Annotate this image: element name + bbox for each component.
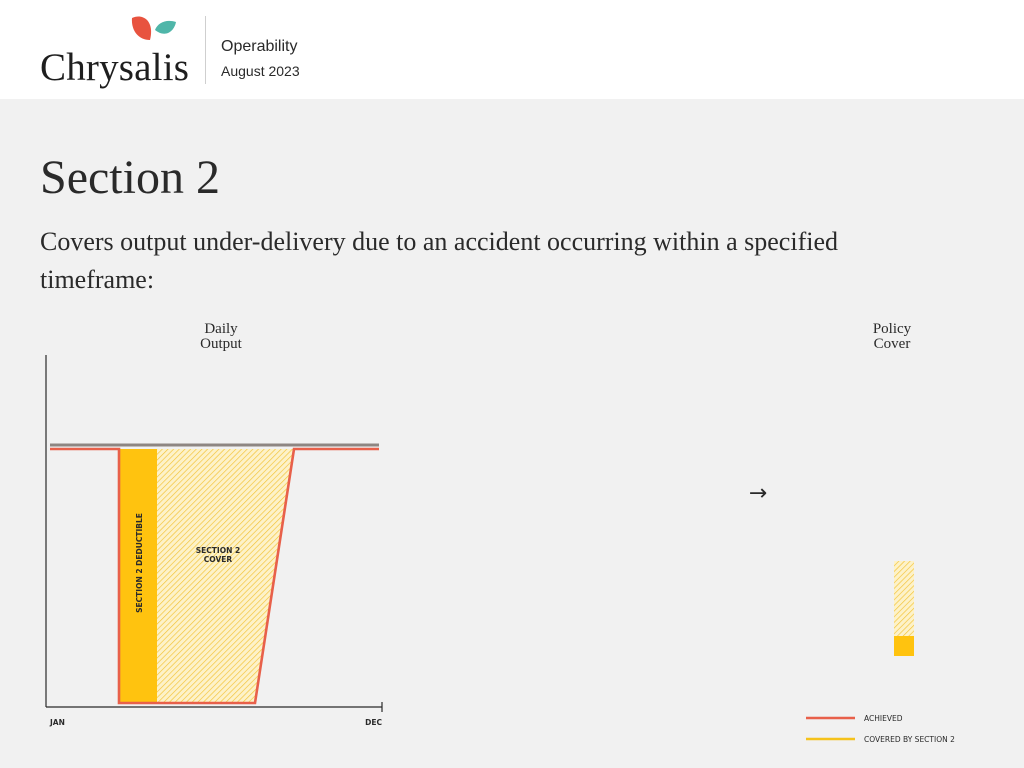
section2-diagram [0, 300, 1024, 768]
page-title: Section 2 [40, 151, 220, 204]
cover-label-line2: COVER [203, 555, 233, 564]
diagram-canvas [0, 300, 1024, 768]
header-title: Operability [221, 38, 298, 55]
header [0, 0, 1024, 99]
chrysalis-logo[interactable] [38, 14, 198, 89]
policy-cover-deductible-bar [894, 636, 914, 656]
cover-label-line1: SECTION 2 [195, 546, 241, 555]
deductible-label: SECTION 2 DEDUCTIBLE [135, 513, 144, 613]
x-tick-jan: JAN [50, 718, 65, 727]
header-divider [205, 16, 206, 84]
logo-wordmark: Chrysalis [40, 46, 190, 89]
y-axis-label-line1: Daily [204, 321, 238, 337]
legend-achieved-label: ACHIEVED [864, 714, 903, 723]
arrow-right-icon: → [748, 481, 768, 506]
section-description: Covers output under-delivery due to an accident occurring within a specified timeframe: [40, 227, 838, 294]
legend-section2-label: COVERED BY SECTION 2 [864, 735, 955, 744]
policy-cover-label-line1: Policy [872, 321, 912, 337]
y-axis-label-line2: Output [200, 336, 242, 352]
leaf-logo-icon [130, 14, 180, 44]
policy-cover-hatched-bar [894, 561, 914, 636]
x-tick-dec: DEC [365, 718, 382, 727]
policy-cover-label-line2: Cover [873, 336, 911, 352]
header-date: August 2023 [221, 63, 300, 79]
